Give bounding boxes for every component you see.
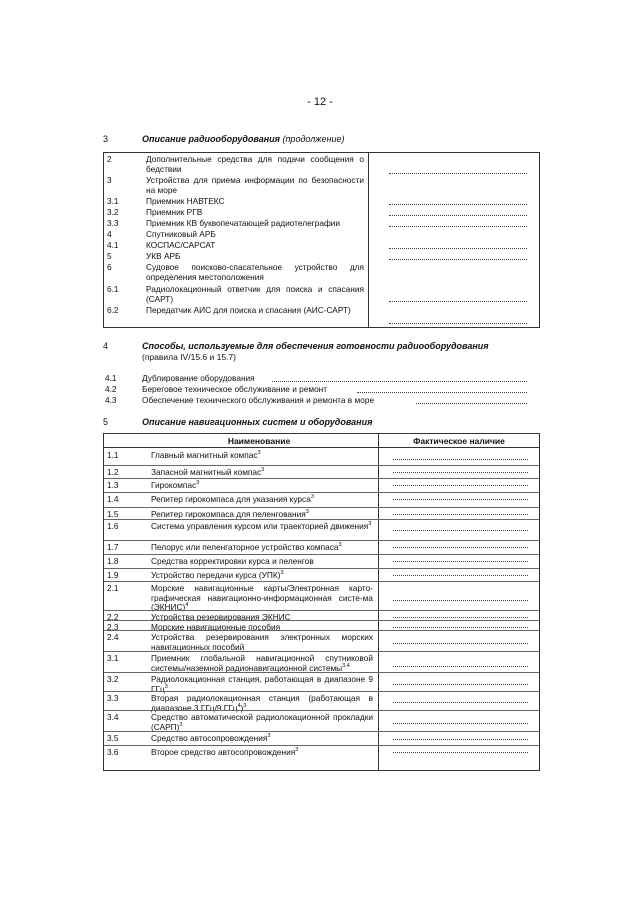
row-number: 1.5 [107, 509, 119, 519]
item-number: 4.2 [105, 384, 117, 394]
entry-line [389, 204, 527, 205]
row-separator [104, 465, 539, 466]
item-text: Береговое техническое обслуживание и ремонт [142, 384, 328, 394]
entry-line [389, 226, 527, 227]
entry-line [416, 403, 527, 404]
entry-line [389, 215, 527, 216]
item-number: 4.3 [105, 395, 117, 405]
row-separator [104, 651, 539, 652]
section3-title-text: Описание радиооборудования [142, 134, 280, 144]
row-separator [104, 745, 539, 746]
row-text: Средство автосопровождения$^3$ [151, 733, 271, 743]
row-number: 6 [107, 262, 112, 272]
row-text: Дополнительные средства для подачи сообщения о бедствии [146, 154, 364, 174]
entry-line [393, 627, 528, 628]
navigation-equipment-table [103, 433, 540, 771]
row-text: Спутниковый АРБ [146, 229, 216, 239]
row-number: 1.1 [107, 450, 119, 460]
row-separator [104, 554, 539, 555]
entry-line [393, 723, 528, 724]
section4-subtitle: (правила IV/15.6 и 15.7) [142, 352, 236, 362]
row-number: 1.9 [107, 570, 119, 580]
entry-line [393, 459, 528, 460]
row-text: Судовое поисково-спасательное устройство для определения местоположения [146, 262, 364, 282]
row-text: Морские навигационные пособия [151, 622, 281, 632]
row-separator [104, 519, 539, 520]
row-number: 3.2 [107, 674, 119, 684]
row-text: Передатчик АИС для поиска и спасания (АИС-САРТ) [146, 305, 351, 315]
row-text: Приемник глобальной навигационной спутниковой системы/наземной радионавигационной системы$^{3,4}$ [151, 653, 373, 673]
row-separator [104, 691, 539, 692]
row-text: Пелорус или пеленгаторное устройство компаса$^3$ [151, 542, 342, 552]
entry-line [393, 752, 528, 753]
row-separator [104, 610, 539, 611]
footnote-ref: 3 [368, 521, 372, 528]
row-separator [104, 630, 539, 631]
row-text: Репитер гирокомпаса для указания курса$^3$ [151, 494, 314, 504]
row-text: Второе средство автосопровождения$^3$ [151, 747, 299, 757]
row-text: Средства корректировки курса и пеленгов [151, 556, 314, 566]
entry-line [357, 392, 527, 393]
section4-title: Способы, используемые для обеспечения готовности радиооборудования [142, 341, 489, 351]
row-number: 6.2 [107, 305, 119, 315]
footnote-ref: 3 [261, 467, 265, 474]
row-separator [104, 710, 539, 711]
entry-line [272, 381, 527, 382]
entry-line [393, 617, 528, 618]
row-text: КОСПАС/САРСАТ [146, 240, 216, 250]
item-text: Обеспечение технического обслуживания и ремонта в море [142, 395, 375, 405]
row-text: УКВ АРБ [146, 251, 181, 261]
row-text: Устройства резервирования электронных морских навигационных пособий [151, 632, 373, 652]
item-number: 4.1 [105, 373, 117, 383]
row-text: Устройства для приема информации по безопасности на море [146, 175, 364, 195]
footnote-ref: 3 [243, 702, 247, 709]
entry-line [393, 739, 528, 740]
entry-line [389, 301, 527, 302]
row-separator [104, 581, 539, 582]
row-separator [104, 731, 539, 732]
row-number: 4 [107, 229, 112, 239]
footnote-ref: 3 [280, 570, 284, 577]
row-number: 3.2 [107, 207, 119, 217]
row-text: Морские навигационные карты/Электронная карто-графическая навигационно-информационная систе-ма (ЭКНИС)$^4$ [151, 583, 373, 612]
row-separator [104, 540, 539, 541]
row-text: Радиолокационная станция, работающая в диапазоне 9 ГГц$^3$ [151, 674, 373, 694]
row-separator [104, 507, 539, 508]
row-number: 4.1 [107, 240, 119, 250]
entry-line [393, 684, 528, 685]
entry-line [389, 173, 527, 174]
row-text: Средство автоматической радиолокационной прокладки (САРП)$^3$ [151, 712, 373, 732]
row-number: 1.8 [107, 556, 119, 566]
entry-line [389, 259, 527, 260]
row-number: 5 [107, 251, 112, 261]
footnote-ref: 3 [179, 721, 183, 728]
section3-title [142, 134, 344, 144]
row-text: Вторая радиолокационная станция (работающая в диапазоне 3 ГГц/9 ГГц$^4$)$^3$ [151, 693, 373, 713]
row-text: Главный магнитный компас$^3$ [151, 450, 261, 460]
row-number: 3.4 [107, 712, 119, 722]
row-number: 3.3 [107, 693, 119, 703]
entry-line [393, 702, 528, 703]
footnote-ref: 3 [310, 494, 314, 501]
row-number: 3 [107, 175, 112, 185]
footnote-ref: 4 [237, 702, 241, 709]
footnote-ref: 3 [338, 542, 342, 549]
entry-line [393, 530, 528, 531]
row-number: 1.3 [107, 480, 119, 490]
row-number: 1.2 [107, 467, 119, 477]
footnote-ref: 3 [295, 747, 299, 754]
entry-line [393, 499, 528, 500]
footnote-ref: 3 [257, 450, 261, 457]
row-text: Приемник КВ буквопечатающей радиотелеграфии [146, 218, 341, 228]
page-number: - 12 - [307, 96, 333, 108]
entry-line [393, 561, 528, 562]
section5-number: 5 [103, 417, 109, 427]
row-number: 2.3 [107, 622, 119, 632]
item-text: Дублирование оборудования [142, 373, 255, 383]
row-text: Гирокомпас$^3$ [151, 480, 200, 490]
row-number: 6.1 [107, 284, 119, 294]
column-header-actual: Фактическое наличие [413, 436, 505, 446]
entry-line [393, 600, 528, 601]
entry-line [393, 666, 528, 667]
row-number: 1.4 [107, 494, 119, 504]
row-number: 3.1 [107, 196, 119, 206]
row-separator [104, 478, 539, 479]
table-header [104, 434, 539, 448]
section3-number: 3 [103, 134, 109, 144]
row-separator [104, 620, 539, 621]
entry-line [393, 485, 528, 486]
row-separator [104, 492, 539, 493]
row-number: 3.1 [107, 653, 119, 663]
column-header-name: Наименование [227, 436, 291, 446]
section3-title-continued: (продолжение) [282, 134, 345, 144]
row-text: Устройство передачи курса (УПК)$^3$ [151, 570, 284, 580]
entry-line [393, 643, 528, 644]
row-text: Репитер гирокомпаса для пеленгования$^3$ [151, 509, 309, 519]
entry-line [389, 323, 527, 324]
column-divider [378, 434, 379, 770]
row-number: 3.6 [107, 747, 119, 757]
section5-title: Описание навигационных систем и оборудования [142, 417, 373, 427]
footnote-ref: 3 [305, 509, 309, 516]
footnote-ref: 4 [185, 602, 189, 609]
entry-line [393, 575, 528, 576]
row-number: 2.2 [107, 612, 119, 622]
row-number: 3.5 [107, 733, 119, 743]
entry-line [393, 472, 528, 473]
row-text: Устройства резервирования ЭКНИС [151, 612, 291, 622]
row-text: Запасной магнитный компас$^3$ [151, 467, 265, 477]
row-number: 1.7 [107, 542, 119, 552]
footnote-ref: 3 [267, 733, 271, 740]
row-text: Радиолокационный ответчик для поиска и спасания (САРТ) [146, 284, 364, 304]
row-separator [104, 568, 539, 569]
row-number: 2.1 [107, 583, 119, 593]
radio-equipment-table [103, 152, 540, 328]
row-number: 3.3 [107, 218, 119, 228]
row-number: 2.4 [107, 632, 119, 642]
row-text: Приемник РГВ [146, 207, 203, 217]
entry-line [389, 248, 527, 249]
section4-number: 4 [103, 341, 109, 351]
row-text: Приемник НАВТЕКС [146, 196, 225, 206]
row-number: 2 [107, 154, 112, 164]
row-text: Система управления курсом или траекторией движения$^3$ [151, 521, 372, 531]
entry-line [393, 514, 528, 515]
footnote-ref: 3 [196, 480, 200, 487]
row-separator [104, 672, 539, 673]
row-number: 1.6 [107, 521, 119, 531]
entry-line [393, 547, 528, 548]
footnote-ref: 3,4 [342, 662, 350, 669]
column-divider [368, 153, 369, 327]
footnote-ref: 3 [164, 683, 168, 690]
